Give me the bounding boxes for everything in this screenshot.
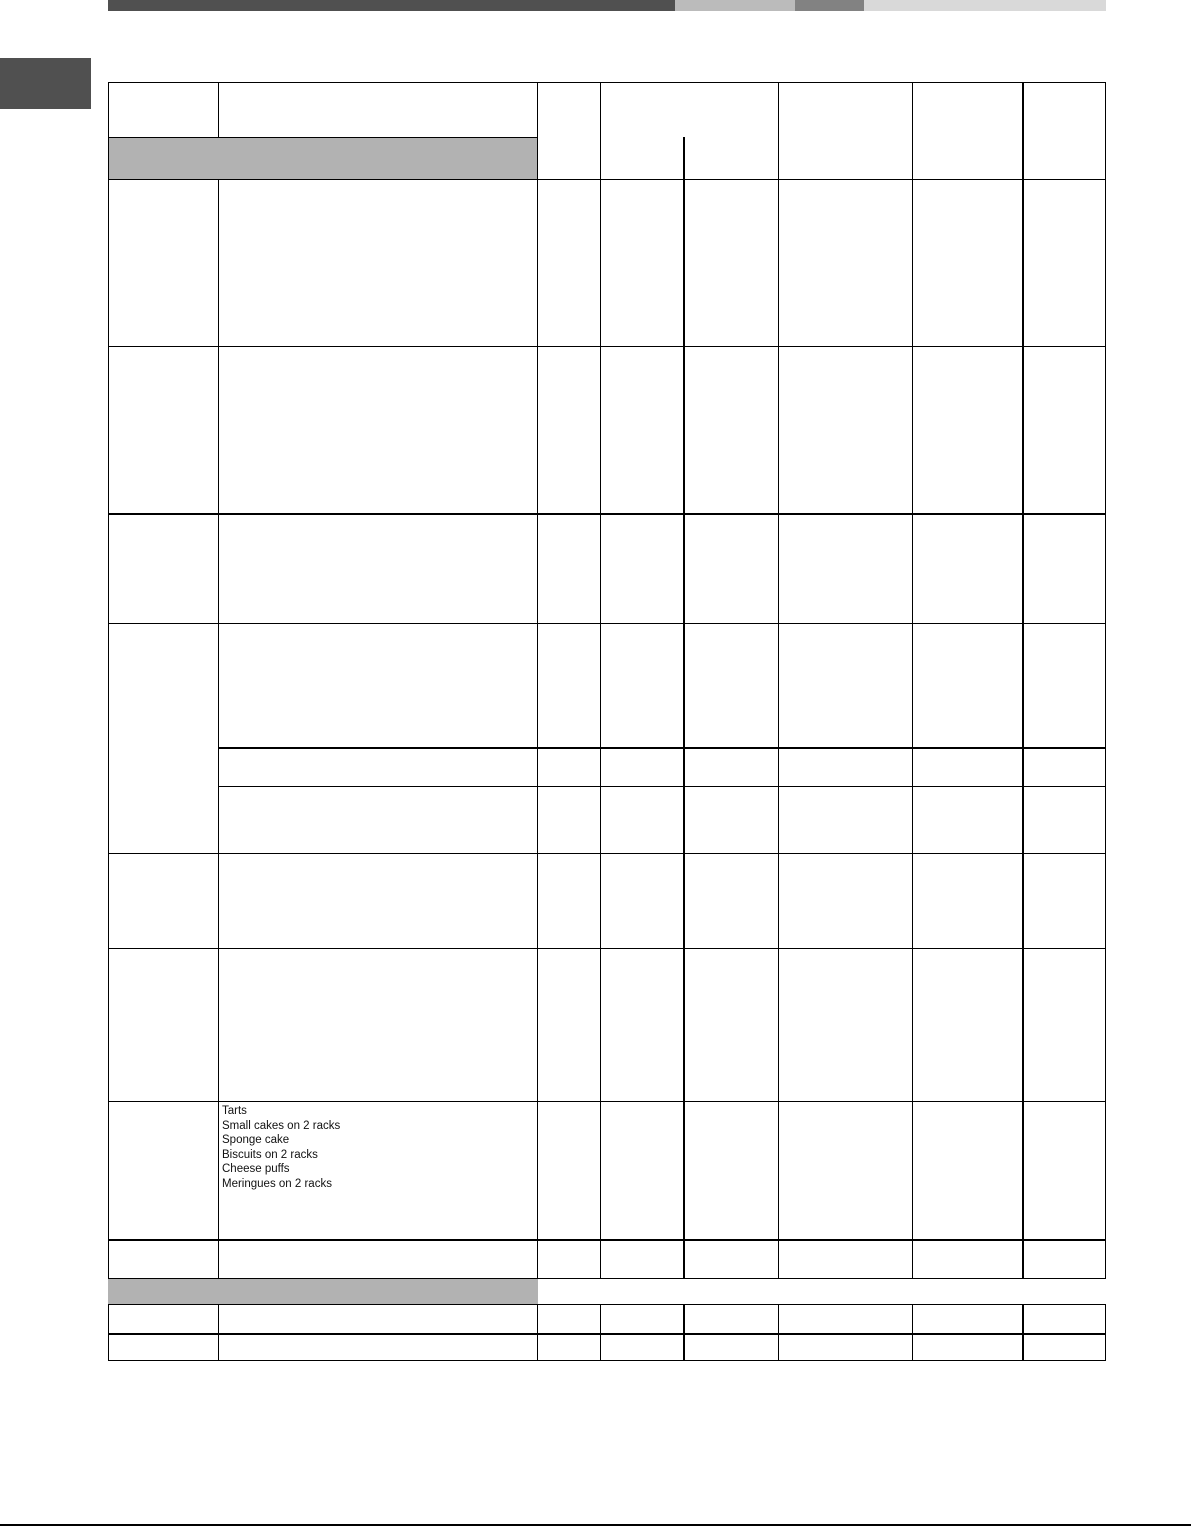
column-rule-bold	[683, 137, 685, 1279]
header-bar-light	[675, 0, 795, 11]
header-bar-mid	[795, 0, 864, 11]
column-rule-bold	[683, 1304, 685, 1361]
table-top-rule	[108, 82, 1106, 83]
row-rule	[108, 948, 1106, 949]
column-rule	[912, 1304, 913, 1361]
recipe-list	[222, 1104, 522, 1191]
column-rule	[218, 179, 219, 1279]
table-bottom-rule	[108, 1360, 1106, 1361]
recipe-item-small-cakes: Small cakes on 2 racks	[222, 1119, 341, 1132]
recipe-item-sponge-cake: Sponge cake	[222, 1134, 290, 1146]
band-top-rule	[108, 137, 538, 138]
column-rule-bold	[1022, 1304, 1024, 1361]
section-header-band	[108, 138, 538, 179]
column-rule	[600, 82, 601, 1279]
row-rule	[218, 786, 1106, 787]
side-tab	[0, 58, 91, 109]
recipe-item-meringues: Meringues on 2 racks	[222, 1177, 332, 1190]
row-rule	[218, 747, 1106, 749]
row-rule	[108, 1333, 1106, 1335]
row-rule	[108, 1304, 1106, 1305]
row-rule	[108, 623, 1106, 624]
column-rule	[1105, 1304, 1106, 1361]
recipe-item-biscuits: Biscuits on 2 racks	[222, 1148, 318, 1161]
section-header-band-2	[108, 1279, 538, 1304]
column-rule	[1105, 82, 1106, 1279]
column-rule	[218, 82, 219, 138]
row-rule	[108, 1101, 1106, 1102]
column-rule	[778, 1304, 779, 1361]
header-bottom-rule	[108, 179, 1106, 180]
column-rule	[537, 82, 538, 1279]
column-rule-bold	[1022, 82, 1024, 1279]
column-rule	[108, 1304, 109, 1361]
row-rule	[108, 513, 1106, 515]
row-rule	[108, 853, 1106, 854]
recipe-item-cheese-puffs: Cheese puffs	[222, 1163, 290, 1175]
row-rule	[108, 1239, 1106, 1241]
column-rule	[108, 82, 109, 1279]
column-rule	[778, 82, 779, 1279]
recipe-item-tarts: Tarts	[222, 1105, 247, 1117]
row-rule	[108, 1278, 1106, 1279]
column-rule	[218, 1304, 219, 1361]
header-bar-dark	[108, 0, 675, 11]
column-rule	[537, 1304, 538, 1361]
column-rule	[912, 82, 913, 1279]
header-bar-pale	[864, 0, 1106, 11]
row-rule	[108, 346, 1106, 347]
column-rule	[600, 1304, 601, 1361]
